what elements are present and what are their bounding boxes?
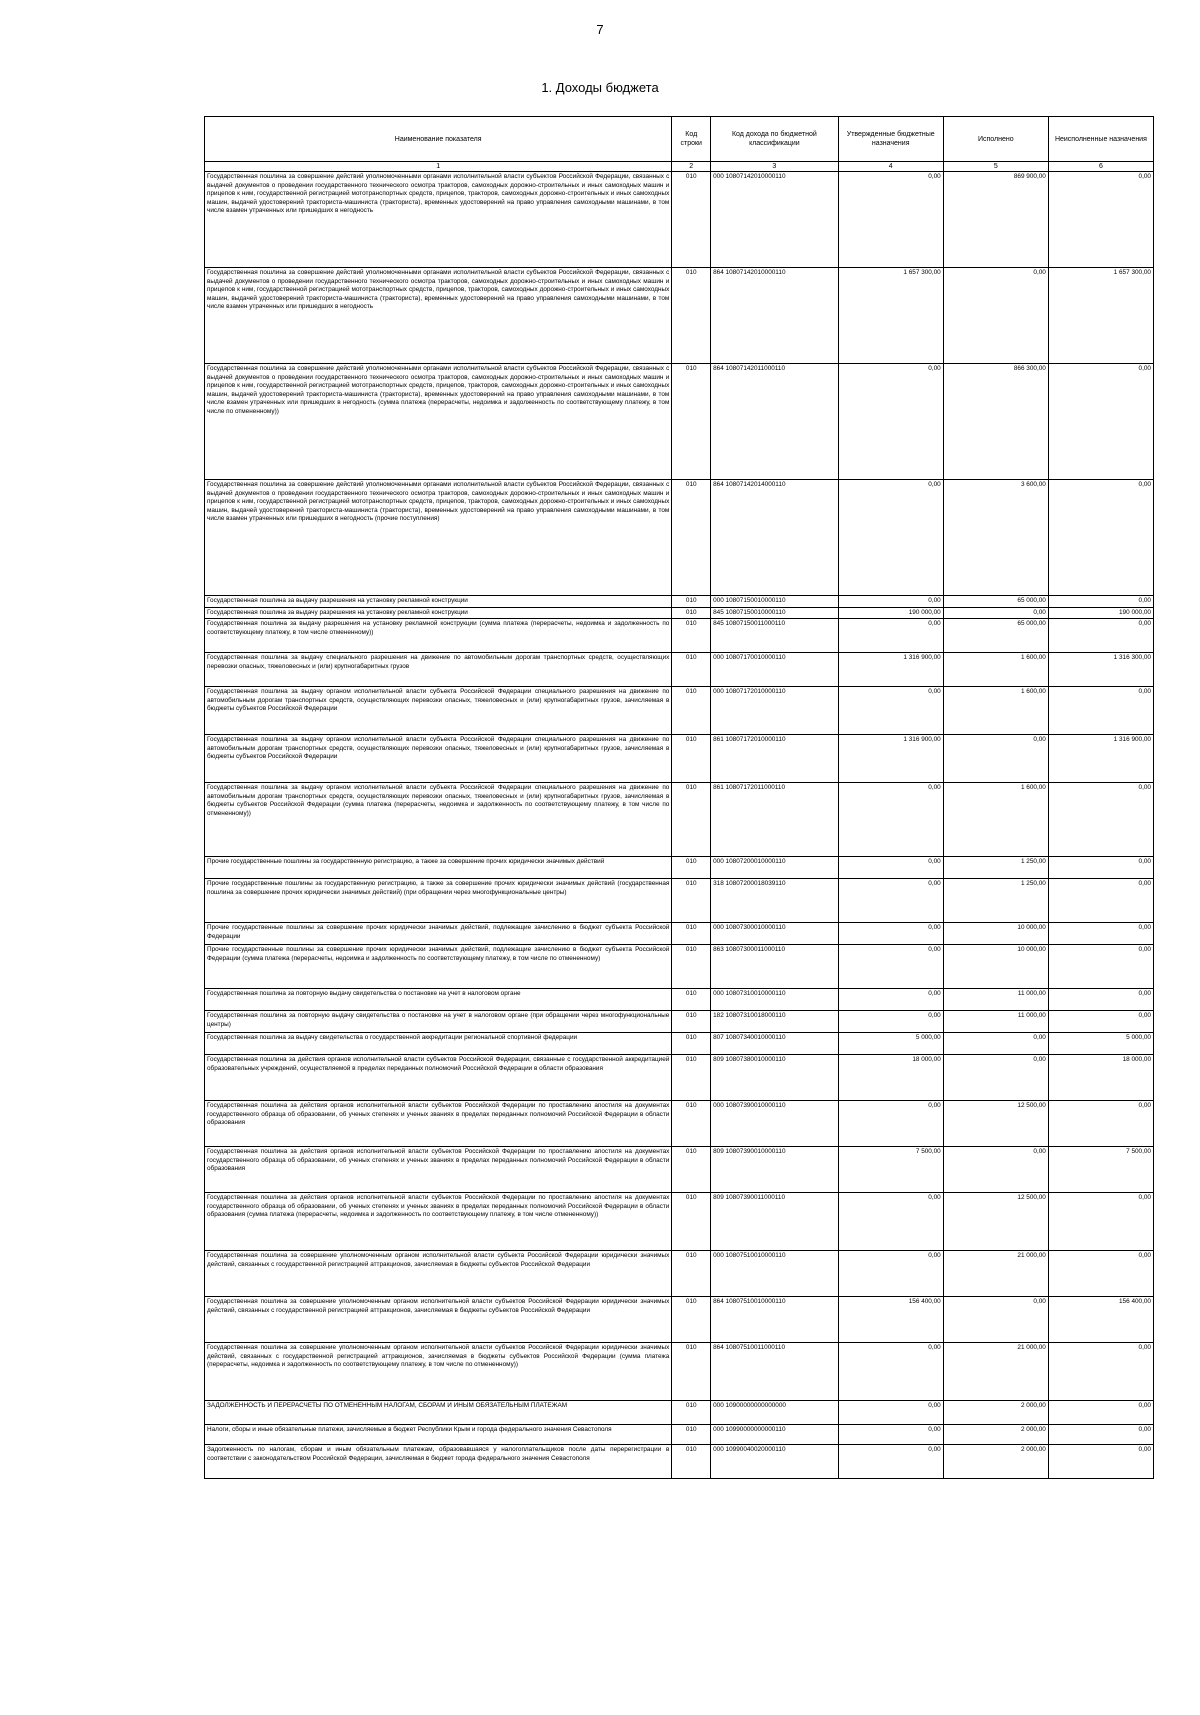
- header-name: Наименование показателя: [205, 117, 672, 162]
- column-number: 1: [205, 162, 672, 172]
- executed-amount: 21 000,00: [943, 1251, 1048, 1297]
- unexecuted-amount: 0,00: [1048, 480, 1153, 596]
- executed-amount: 2 000,00: [943, 1445, 1048, 1479]
- indicator-name: Государственная пошлина за выдачу органом исполнительной власти субъекта Российской Федерации специального разрешения на движение по автомобильным дорогам транспортных средств, осуществляющих перевозки опасных, тяжеловесных и (или) крупногабаритных грузов, зачисляемая в бюджеты субъектов Российской Федерации (сумма платежа (перерасчеты, недоимка и задолженность по соответствующему платежу, в том числе по отмененному)): [205, 783, 672, 857]
- line-code: 010: [672, 945, 711, 989]
- executed-amount: 2 000,00: [943, 1425, 1048, 1445]
- table-row: [205, 857, 1154, 879]
- budget-code: 000 10900000000000000: [711, 1401, 839, 1425]
- line-code: 010: [672, 268, 711, 364]
- budget-code: 807 10807340010000110: [711, 1033, 839, 1055]
- indicator-name: Государственная пошлина за действия органов исполнительной власти субъектов Российской Федерации по проставлению апостиля на документах государственного образца об образовании, об ученых степенях и ученых званиях в пределах переданных полномочий Российской Федерации в области образования: [205, 1147, 672, 1193]
- line-code: 010: [672, 783, 711, 857]
- unexecuted-amount: 18 000,00: [1048, 1055, 1153, 1101]
- column-number: 4: [838, 162, 943, 172]
- budget-code: 000 10807172010000110: [711, 687, 839, 735]
- executed-amount: 12 500,00: [943, 1101, 1048, 1147]
- unexecuted-amount: 0,00: [1048, 364, 1153, 480]
- unexecuted-amount: 0,00: [1048, 1425, 1153, 1445]
- table-row: [205, 1445, 1154, 1479]
- table-row: [205, 653, 1154, 687]
- budget-code: 000 10990040020000110: [711, 1445, 839, 1479]
- header-row: [205, 117, 1154, 162]
- approved-amount: 1 316 900,00: [838, 653, 943, 687]
- executed-amount: 0,00: [943, 1033, 1048, 1055]
- indicator-name: Государственная пошлина за действия органов исполнительной власти субъектов Российской Федерации по проставлению апостиля на документах государственного образца об образовании, об ученых степенях и ученых званиях в пределах переданных полномочий Российской Федерации в области образования: [205, 1101, 672, 1147]
- header-approved: Утвержденные бюджетные назначения: [838, 117, 943, 162]
- indicator-name: Государственная пошлина за совершение действий уполномоченными органами исполнительной власти субъектов Российской Федерации, связанных с выдачей документов о проведении государственного технического осмотра тракторов, самоходных дорожно-строительных и иных самоходных машин и прицепов к ним, государственной регистрацией мототранспортных средств, прицепов, тракторов, самоходных дорожно-строительных и иных самоходных машин, выдачей удостоверений тракториста-машиниста (тракториста), временных удостоверений на право управления самоходными машинами, в том числе взамен утраченных или пришедших в негодность: [205, 268, 672, 364]
- approved-amount: 156 400,00: [838, 1297, 943, 1343]
- unexecuted-amount: 156 400,00: [1048, 1297, 1153, 1343]
- approved-amount: 0,00: [838, 1425, 943, 1445]
- indicator-name: Государственная пошлина за выдачу органом исполнительной власти субъекта Российской Федерации специального разрешения на движение по автомобильным дорогам транспортных средств, осуществляющих перевозки опасных, тяжеловесных и (или) крупногабаритных грузов, зачисляемая в бюджеты субъектов Российской Федерации: [205, 687, 672, 735]
- table-row: [205, 607, 1154, 619]
- executed-amount: 0,00: [943, 1297, 1048, 1343]
- approved-amount: 7 500,00: [838, 1147, 943, 1193]
- budget-code: 861 10807172011000110: [711, 783, 839, 857]
- approved-amount: 0,00: [838, 989, 943, 1011]
- line-code: 010: [672, 480, 711, 596]
- approved-amount: 0,00: [838, 879, 943, 923]
- approved-amount: 0,00: [838, 783, 943, 857]
- budget-code: 864 10807142010000110: [711, 268, 839, 364]
- line-code: 010: [672, 1033, 711, 1055]
- budget-code: 000 10807170010000110: [711, 653, 839, 687]
- line-code: 010: [672, 1055, 711, 1101]
- line-code: 010: [672, 735, 711, 783]
- column-number-row: [205, 162, 1154, 172]
- budget-code: 864 10807510010000110: [711, 1297, 839, 1343]
- budget-code: 809 10807390011000110: [711, 1193, 839, 1251]
- executed-amount: 11 000,00: [943, 989, 1048, 1011]
- line-code: 010: [672, 1297, 711, 1343]
- table-row: [205, 1343, 1154, 1401]
- line-code: 010: [672, 1251, 711, 1297]
- budget-code: 000 10807300010000110: [711, 923, 839, 945]
- unexecuted-amount: 0,00: [1048, 923, 1153, 945]
- executed-amount: 11 000,00: [943, 1011, 1048, 1033]
- budget-code: 000 10807200010000110: [711, 857, 839, 879]
- indicator-name: ЗАДОЛЖЕННОСТЬ И ПЕРЕРАСЧЕТЫ ПО ОТМЕНЕННЫМ НАЛОГАМ, СБОРАМ И ИНЫМ ОБЯЗАТЕЛЬНЫМ ПЛАТЕЖАМ: [205, 1401, 672, 1425]
- indicator-name: Государственная пошлина за совершение уполномоченным органом исполнительной власти субъектов Российской Федерации юридически значимых действий, связанных с государственной регистрацией аттракционов, зачисляемая в бюджеты субъектов Российской Федерации: [205, 1297, 672, 1343]
- executed-amount: 12 500,00: [943, 1193, 1048, 1251]
- line-code: 010: [672, 1445, 711, 1479]
- indicator-name: Государственная пошлина за выдачу органом исполнительной власти субъекта Российской Федерации специального разрешения на движение по автомобильным дорогам транспортных средств, осуществляющих перевозки опасных, тяжеловесных и (или) крупногабаритных грузов, зачисляемая в бюджеты субъектов Российской Федерации: [205, 735, 672, 783]
- unexecuted-amount: 0,00: [1048, 1011, 1153, 1033]
- approved-amount: 0,00: [838, 364, 943, 480]
- approved-amount: 1 657 300,00: [838, 268, 943, 364]
- table-row: [205, 1297, 1154, 1343]
- unexecuted-amount: 0,00: [1048, 1445, 1153, 1479]
- executed-amount: 0,00: [943, 268, 1048, 364]
- table-row: [205, 364, 1154, 480]
- table-row: [205, 687, 1154, 735]
- budget-code: 863 10807300011000110: [711, 945, 839, 989]
- indicator-name: Государственная пошлина за совершение уполномоченным органом исполнительной власти субъекта Российской Федерации юридически значимых действий, связанных с государственной регистрацией аттракционов, зачисляемая в бюджеты субъектов Российской Федерации: [205, 1251, 672, 1297]
- unexecuted-amount: 190 000,00: [1048, 607, 1153, 619]
- header-budget-code: Код дохода по бюджетной классификации: [711, 117, 839, 162]
- unexecuted-amount: 1 316 900,00: [1048, 735, 1153, 783]
- indicator-name: Прочие государственные пошлины за государственную регистрацию, а также за совершение прочих юридически значимых действий: [205, 857, 672, 879]
- executed-amount: 65 000,00: [943, 596, 1048, 608]
- unexecuted-amount: 5 000,00: [1048, 1033, 1153, 1055]
- line-code: 010: [672, 1343, 711, 1401]
- indicator-name: Государственная пошлина за выдачу специального разрешения на движение по автомобильным дорогам транспортных средств, осуществляющих перевозки опасных, тяжеловесных и (или) крупногабаритных грузов: [205, 653, 672, 687]
- column-number: 3: [711, 162, 839, 172]
- indicator-name: Задолженность по налогам, сборам и иным обязательным платежам, образовавшаяся у налогоплательщиков после даты перерегистрации в соответствии с законодательством Российской Федерации, зачисляемая в бюджет города федерального значения Севастополя: [205, 1445, 672, 1479]
- executed-amount: 1 250,00: [943, 857, 1048, 879]
- budget-code: 864 10807142014000110: [711, 480, 839, 596]
- approved-amount: 0,00: [838, 1251, 943, 1297]
- column-number: 2: [672, 162, 711, 172]
- header-line-code: Код строки: [672, 117, 711, 162]
- line-code: 010: [672, 1147, 711, 1193]
- approved-amount: 0,00: [838, 1445, 943, 1479]
- table-row: [205, 1193, 1154, 1251]
- table-row: [205, 480, 1154, 596]
- executed-amount: 1 250,00: [943, 879, 1048, 923]
- table-row: [205, 596, 1154, 608]
- budget-code: 809 10807390010000110: [711, 1147, 839, 1193]
- executed-amount: 869 900,00: [943, 172, 1048, 268]
- unexecuted-amount: 0,00: [1048, 1101, 1153, 1147]
- unexecuted-amount: 0,00: [1048, 1193, 1153, 1251]
- line-code: 010: [672, 1101, 711, 1147]
- table-row: [205, 1055, 1154, 1101]
- table-row: [205, 989, 1154, 1011]
- budget-code: 000 10807142010000110: [711, 172, 839, 268]
- approved-amount: 0,00: [838, 1101, 943, 1147]
- indicator-name: Налоги, сборы и иные обязательные платежи, зачисляемые в бюджет Республики Крым и города федерального значения Севастополя: [205, 1425, 672, 1445]
- budget-code: 000 10807510010000110: [711, 1251, 839, 1297]
- line-code: 010: [672, 687, 711, 735]
- executed-amount: 1 600,00: [943, 653, 1048, 687]
- approved-amount: 0,00: [838, 619, 943, 653]
- unexecuted-amount: 0,00: [1048, 879, 1153, 923]
- executed-amount: 21 000,00: [943, 1343, 1048, 1401]
- indicator-name: Государственная пошлина за повторную выдачу свидетельства о постановке на учет в налоговом органе: [205, 989, 672, 1011]
- table-row: [205, 1011, 1154, 1033]
- budget-code: 845 10807150011000110: [711, 619, 839, 653]
- executed-amount: 2 000,00: [943, 1401, 1048, 1425]
- unexecuted-amount: 1 657 300,00: [1048, 268, 1153, 364]
- page-number: 7: [596, 22, 604, 37]
- budget-code: 182 10807310018000110: [711, 1011, 839, 1033]
- indicator-name: Государственная пошлина за действия органов исполнительной власти субъектов Российской Федерации по проставлению апостиля на документах государственного образца об образовании, об ученых степенях и ученых званиях в пределах переданных полномочий Российской Федерации в области образования (сумма платежа (перерасчеты, недоимка и задолженность по соответствующему платежу, в том числе отмененному)): [205, 1193, 672, 1251]
- budget-code: 845 10807150010000110: [711, 607, 839, 619]
- unexecuted-amount: 7 500,00: [1048, 1147, 1153, 1193]
- approved-amount: 0,00: [838, 1011, 943, 1033]
- unexecuted-amount: 0,00: [1048, 857, 1153, 879]
- line-code: 010: [672, 879, 711, 923]
- line-code: 010: [672, 619, 711, 653]
- budget-code: 864 10807510011000110: [711, 1343, 839, 1401]
- header-unexecuted: Неисполненные назначения: [1048, 117, 1153, 162]
- table-row: [205, 879, 1154, 923]
- approved-amount: 0,00: [838, 687, 943, 735]
- unexecuted-amount: 0,00: [1048, 619, 1153, 653]
- executed-amount: 0,00: [943, 607, 1048, 619]
- line-code: 010: [672, 364, 711, 480]
- executed-amount: 1 600,00: [943, 687, 1048, 735]
- table-row: [205, 1425, 1154, 1445]
- indicator-name: Государственная пошлина за выдачу разрешения на установку рекламной конструкции (сумма платежа (перерасчеты, недоимка и задолженность по соответствующему платежу, в том числе отмененному)): [205, 619, 672, 653]
- table-row: [205, 735, 1154, 783]
- indicator-name: Государственная пошлина за совершение действий уполномоченными органами исполнительной власти субъектов Российской Федерации, связанных с выдачей документов о проведении государственного технического осмотра тракторов, самоходных дорожно-строительных и иных самоходных машин и прицепов к ним, государственной регистрацией мототранспортных средств, прицепов, тракторов, самоходных дорожно-строительных и иных самоходных машин, выдачей удостоверений тракториста-машиниста (тракториста), временных удостоверений на право управления самоходными машинами, в том числе взамен утраченных или пришедших в негодность (прочие поступления): [205, 480, 672, 596]
- indicator-name: Государственная пошлина за выдачу свидетельства о государственной аккредитации региональной спортивной федерации: [205, 1033, 672, 1055]
- budget-code: 000 10807390010000110: [711, 1101, 839, 1147]
- table-row: [205, 1101, 1154, 1147]
- table-row: [205, 619, 1154, 653]
- indicator-name: Прочие государственные пошлины за совершение прочих юридически значимых действий, подлежащие зачислению в бюджет субъекта Российской Федерации (сумма платежа (перерасчеты, недоимка и задолженность по соответствующему платежу, в том числе по отмененному): [205, 945, 672, 989]
- table-row: [205, 172, 1154, 268]
- document-title: 1. Доходы бюджета: [541, 80, 659, 95]
- budget-code: 809 10807380010000110: [711, 1055, 839, 1101]
- budget-code: 000 10990000000000110: [711, 1425, 839, 1445]
- executed-amount: 0,00: [943, 1055, 1048, 1101]
- approved-amount: 0,00: [838, 857, 943, 879]
- executed-amount: 1 600,00: [943, 783, 1048, 857]
- line-code: 010: [672, 857, 711, 879]
- line-code: 010: [672, 1193, 711, 1251]
- approved-amount: 18 000,00: [838, 1055, 943, 1101]
- budget-code: 000 10807310010000110: [711, 989, 839, 1011]
- unexecuted-amount: 0,00: [1048, 945, 1153, 989]
- unexecuted-amount: 0,00: [1048, 687, 1153, 735]
- line-code: 010: [672, 1425, 711, 1445]
- line-code: 010: [672, 1011, 711, 1033]
- executed-amount: 0,00: [943, 1147, 1048, 1193]
- table-body: [205, 172, 1154, 1479]
- executed-amount: 65 000,00: [943, 619, 1048, 653]
- approved-amount: 5 000,00: [838, 1033, 943, 1055]
- unexecuted-amount: 0,00: [1048, 1401, 1153, 1425]
- budget-code: 861 10807172010000110: [711, 735, 839, 783]
- line-code: 010: [672, 596, 711, 608]
- table-row: [205, 923, 1154, 945]
- table-row: [205, 945, 1154, 989]
- approved-amount: 0,00: [838, 480, 943, 596]
- indicator-name: Государственная пошлина за выдачу разрешения на установку рекламной конструкции: [205, 596, 672, 608]
- line-code: 010: [672, 172, 711, 268]
- column-number: 6: [1048, 162, 1153, 172]
- line-code: 010: [672, 607, 711, 619]
- line-code: 010: [672, 1401, 711, 1425]
- indicator-name: Государственная пошлина за совершение действий уполномоченными органами исполнительной власти субъектов Российской Федерации, связанных с выдачей документов о проведении государственного технического осмотра тракторов, самоходных дорожно-строительных и иных самоходных машин и прицепов к ним, государственной регистрацией мототранспортных средств, прицепов, тракторов, самоходных дорожно-строительных и иных самоходных машин, выдачей удостоверений тракториста-машиниста (тракториста), временных удостоверений на право управления самоходными машинами, в том числе взамен утраченных или пришедших в негодность: [205, 172, 672, 268]
- indicator-name: Государственная пошлина за действия органов исполнительной власти субъектов Российской Федерации, связанные с государственной аккредитацией образовательных учреждений, осуществляемой в пределах переданных полномочий Российской Федерации в области образования: [205, 1055, 672, 1101]
- header-executed: Исполнено: [943, 117, 1048, 162]
- table-row: [205, 1033, 1154, 1055]
- executed-amount: 0,00: [943, 735, 1048, 783]
- table-row: [205, 1251, 1154, 1297]
- table-row: [205, 1147, 1154, 1193]
- indicator-name: Государственная пошлина за выдачу разрешения на установку рекламной конструкции: [205, 607, 672, 619]
- unexecuted-amount: 0,00: [1048, 783, 1153, 857]
- indicator-name: Прочие государственные пошлины за государственную регистрацию, а также за совершение прочих юридически значимых действий (государственная пошлина за совершение прочих юридически значимых действий) (при обращении через многофункциональные центры): [205, 879, 672, 923]
- budget-code: 864 10807142011000110: [711, 364, 839, 480]
- executed-amount: 866 300,00: [943, 364, 1048, 480]
- budget-code: 318 10807200018039110: [711, 879, 839, 923]
- executed-amount: 10 000,00: [943, 945, 1048, 989]
- table-row: [205, 783, 1154, 857]
- table-row: [205, 1401, 1154, 1425]
- unexecuted-amount: 0,00: [1048, 1251, 1153, 1297]
- approved-amount: 0,00: [838, 1401, 943, 1425]
- indicator-name: Государственная пошлина за повторную выдачу свидетельства о постановке на учет в налоговом органе (при обращении через многофункциональные центры): [205, 1011, 672, 1033]
- approved-amount: 1 316 900,00: [838, 735, 943, 783]
- line-code: 010: [672, 989, 711, 1011]
- unexecuted-amount: 0,00: [1048, 989, 1153, 1011]
- table-row: [205, 268, 1154, 364]
- executed-amount: 3 600,00: [943, 480, 1048, 596]
- approved-amount: 0,00: [838, 923, 943, 945]
- approved-amount: 0,00: [838, 1193, 943, 1251]
- unexecuted-amount: 0,00: [1048, 596, 1153, 608]
- approved-amount: 0,00: [838, 596, 943, 608]
- unexecuted-amount: 0,00: [1048, 172, 1153, 268]
- indicator-name: Прочие государственные пошлины за совершение прочих юридически значимых действий, подлежащие зачислению в бюджет субъекта Российской Федерации: [205, 923, 672, 945]
- approved-amount: 0,00: [838, 945, 943, 989]
- budget-code: 000 10807150010000110: [711, 596, 839, 608]
- indicator-name: Государственная пошлина за совершение уполномоченным органом исполнительной власти субъектов Российской Федерации юридически значимых действий, связанных с государственной регистрацией аттракционов, зачисляемая в бюджеты субъектов Российской Федерации (сумма платежа (перерасчеты, недоимка и задолженность по соответствующему платежу, в том числе по отмененному)): [205, 1343, 672, 1401]
- line-code: 010: [672, 923, 711, 945]
- approved-amount: 0,00: [838, 172, 943, 268]
- approved-amount: 190 000,00: [838, 607, 943, 619]
- unexecuted-amount: 0,00: [1048, 1343, 1153, 1401]
- column-number: 5: [943, 162, 1048, 172]
- executed-amount: 10 000,00: [943, 923, 1048, 945]
- indicator-name: Государственная пошлина за совершение действий уполномоченными органами исполнительной власти субъектов Российской Федерации, связанных с выдачей документов о проведении государственного технического осмотра тракторов, самоходных дорожно-строительных и иных самоходных машин и прицепов к ним, государственной регистрацией мототранспортных средств, прицепов, тракторов, самоходных дорожно-строительных и иных самоходных машин, выдачей удостоверений тракториста-машиниста (тракториста), временных удостоверений на право управления самоходными машинами, в том числе взамен утраченных или пришедших в негодность (сумма платежа (перерасчеты, недоимка и задолженность по соответствующему платежу, в том числе по отмененному)): [205, 364, 672, 480]
- budget-revenue-table: [204, 116, 1154, 1479]
- approved-amount: 0,00: [838, 1343, 943, 1401]
- line-code: 010: [672, 653, 711, 687]
- unexecuted-amount: 1 316 300,00: [1048, 653, 1153, 687]
